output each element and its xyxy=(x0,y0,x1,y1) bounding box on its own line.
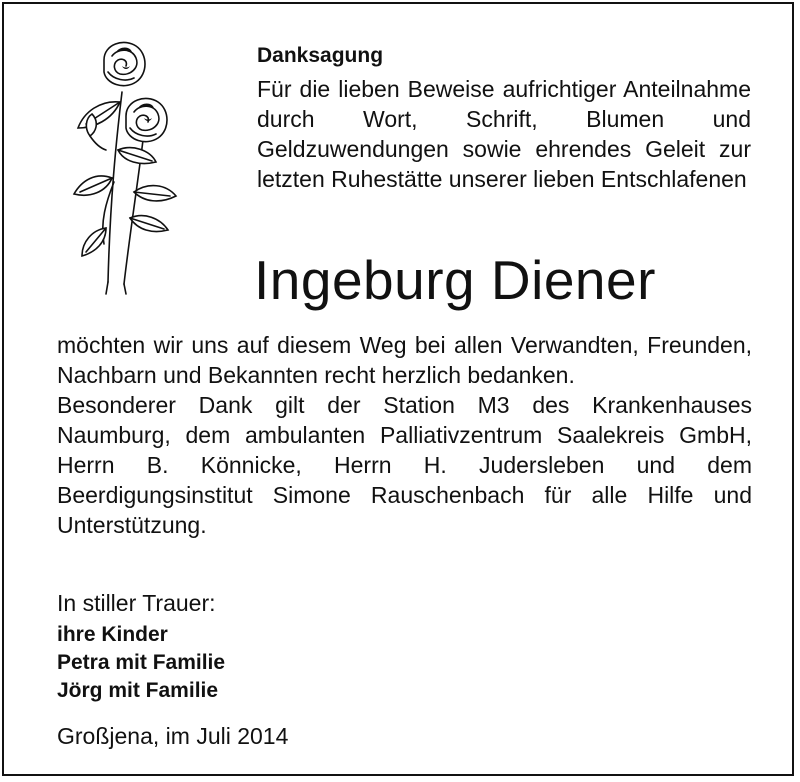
deceased-name: Ingeburg Diener xyxy=(254,249,656,311)
signer-item: ihre Kinder xyxy=(57,623,168,646)
body-paragraph-thanks: möchten wir uns auf diesem Weg bei allen Verwandten, Freunden, Nachbarn und Bekannten recht herzlich bedanken. xyxy=(57,332,752,388)
intro-block xyxy=(257,40,751,194)
place-date: Großjena, im Juli 2014 xyxy=(57,723,289,749)
signer-item: Jörg mit Familie xyxy=(57,679,219,702)
signer-item: Petra mit Familie xyxy=(57,651,226,674)
obituary-card xyxy=(2,2,794,776)
signers-list xyxy=(57,621,225,705)
roses-illustration-icon xyxy=(60,32,210,302)
mourning-line: In stiller Trauer: xyxy=(57,590,216,616)
notice-heading: Danksagung xyxy=(257,44,384,67)
intro-text: Für die lieben Beweise aufrichtiger Anteilnahme durch Wort, Schrift, Blumen und Geldzuwendungen sowie ehrendes Geleit zur letzten Ruhestätte unserer lieben Entschlafenen xyxy=(257,76,751,192)
body-text xyxy=(57,330,752,540)
body-paragraph-special-thanks: Besonderer Dank gilt der Station M3 des Krankenhauses Naumburg, dem ambulanten Palliativzentrum Saalekreis GmbH, Herrn B. Könnicke, Herrn H. Judersleben und dem Beerdigungsinstitut Simone Rauschenbach für alle Hilfe und Unterstützung. xyxy=(57,392,752,538)
